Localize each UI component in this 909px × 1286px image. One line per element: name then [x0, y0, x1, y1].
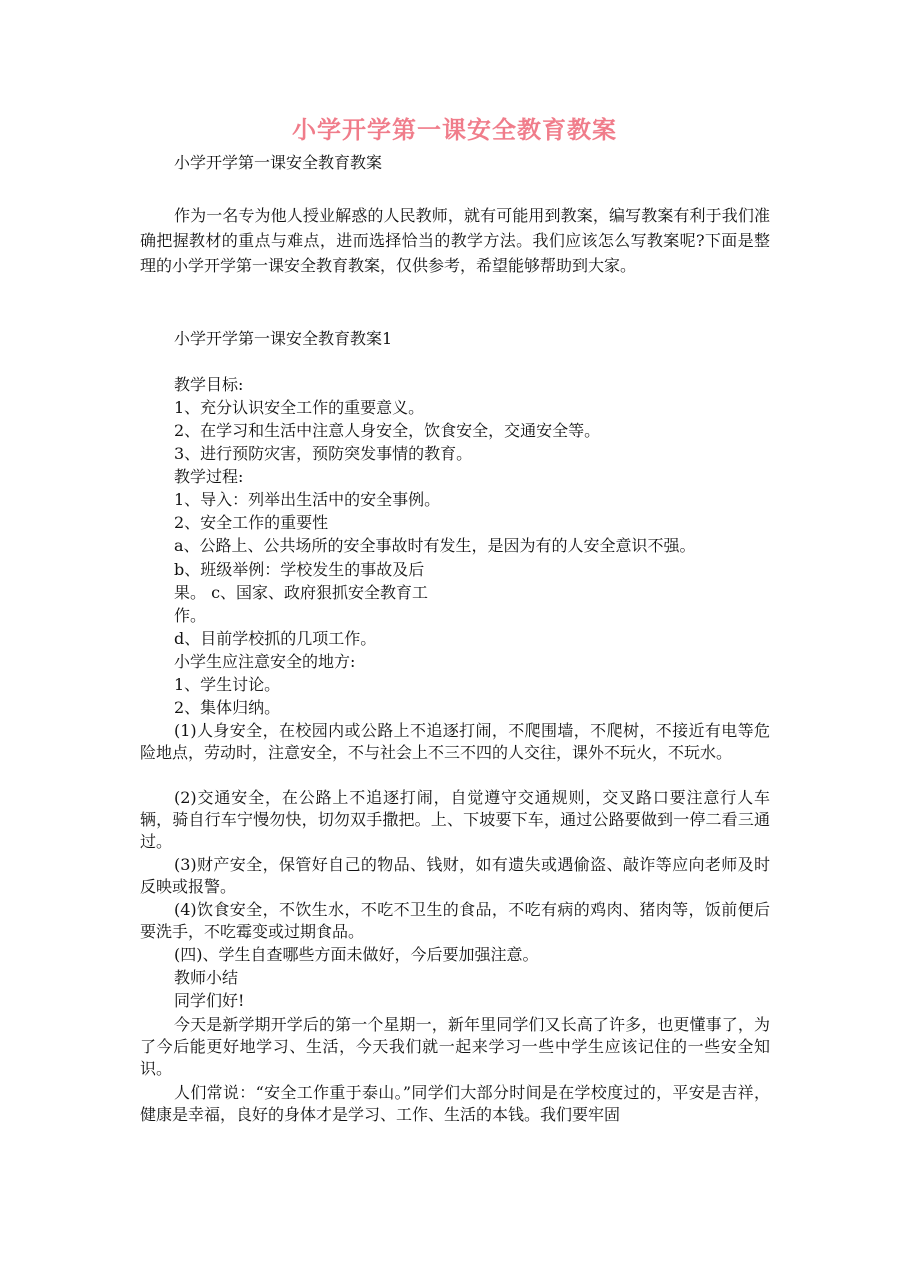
text-line: 教学目标:	[174, 375, 244, 394]
safety-paragraph: (4)饮食安全，不饮生水，不吃不卫生的食品，不吃有病的鸡肉、猪肉等，饭前便后要洗手，不吃霉变或过期食品。	[140, 900, 770, 941]
text-line: 同学们好!	[174, 991, 245, 1010]
body-paragraph: 人们常说：“安全工作重于泰山。”同学们大部分时间是在学校度过的，平安是吉祥，健康是幸福，良好的身体才是学习、工作、生活的本钱。我们要牢固	[140, 1083, 770, 1124]
text-line: 2、集体归纳。	[174, 698, 281, 717]
text-line: 教学过程:	[174, 467, 244, 486]
text-line: (四)、学生自查哪些方面未做好，今后要加强注意。	[174, 945, 539, 964]
text-line: 果。 c、国家、政府狠抓安全教育工	[174, 583, 429, 602]
safety-paragraph: (2)交通安全，在公路上不追逐打闹，自觉遵守交通规则，交叉路口要注意行人车辆，骑自行车宁慢勿快，切勿双手撒把。上、下坡要下车，通过公路要做到一停二看三通过。	[140, 788, 770, 851]
text-line: 小学生应注意安全的地方:	[174, 652, 356, 671]
document-subtitle: 小学开学第一课安全教育教案	[174, 153, 383, 172]
text-line: a、公路上、公共场所的安全事故时有发生，是因为有的人安全意识不强。	[174, 536, 696, 555]
text-line: 3、进行预防灾害，预防突发事情的教育。	[174, 444, 473, 463]
text-line: 1、学生讨论。	[174, 675, 281, 694]
text-line: 2、在学习和生活中注意人身安全，饮食安全，交通安全等。	[174, 421, 601, 440]
text-line: 2、安全工作的重要性	[174, 513, 329, 532]
safety-paragraph: (3)财产安全，保管好自己的物品、钱财，如有遗失或遇偷盗、敲诈等应向老师及时反映或报警。	[140, 855, 770, 896]
safety-paragraph: (1)人身安全，在校园内或公路上不追逐打闹，不爬围墙，不爬树，不接近有电等危险地点，劳动时，注意安全，不与社会上不三不四的人交往，课外不玩火，不玩水。	[140, 721, 770, 762]
intro-paragraph: 作为一名专为他人授业解惑的人民教师，就有可能用到教案，编写教案有利于我们准确把握教材的重点与难点，进而选择恰当的教学方法。我们应该怎么写教案呢?下面是整理的小学开学第一课安全教育教案，仅供参考，希望能够帮助到大家。	[140, 206, 770, 275]
text-line: 教师小结	[174, 968, 239, 987]
text-line: 1、充分认识安全工作的重要意义。	[174, 398, 425, 417]
text-line: 作。	[174, 606, 207, 625]
document-title: 小学开学第一课安全教育教案	[292, 115, 617, 144]
text-line: b、班级举例：学校发生的事故及后	[174, 560, 425, 579]
section-heading: 小学开学第一课安全教育教案1	[174, 329, 393, 348]
text-line: d、目前学校抓的几项工作。	[174, 629, 377, 648]
body-paragraph: 今天是新学期开学后的第一个星期一，新年里同学们又长高了许多，也更懂事了，为了今后能更好地学习、生活，今天我们就一起来学习一些中学生应该记住的一些安全知识。	[140, 1015, 770, 1078]
text-line: 1、导入：列举出生活中的安全事例。	[174, 490, 441, 509]
